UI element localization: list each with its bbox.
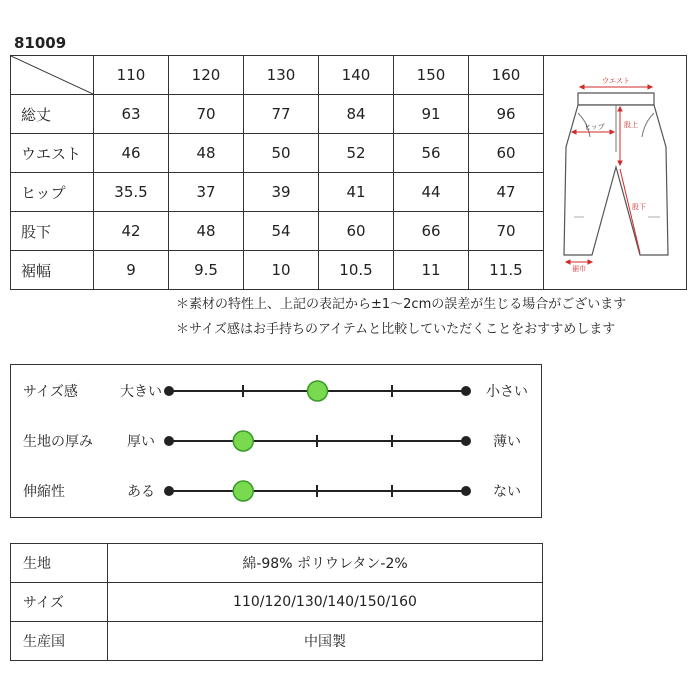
cell: 41 xyxy=(319,173,394,212)
scale-right-text: 小さい xyxy=(486,384,528,400)
corner-cell xyxy=(11,56,94,95)
row-label: ヒップ xyxy=(11,173,94,212)
cell: 54 xyxy=(244,212,319,251)
cell: 91 xyxy=(394,95,469,134)
pants-diagram xyxy=(544,57,686,285)
corner-diagonal xyxy=(11,56,93,94)
cell: 46 xyxy=(94,134,169,173)
scale-track xyxy=(11,476,541,506)
scale-marker xyxy=(308,381,328,401)
cell: 56 xyxy=(394,134,469,173)
spec-key: 生地 xyxy=(11,544,108,583)
spec-key: 生産国 xyxy=(11,622,108,661)
cell: 70 xyxy=(469,212,544,251)
spec-value: 綿-98% ポリウレタン-2% xyxy=(108,544,543,583)
product-code: 81009 xyxy=(14,34,67,52)
diagram-inseam-label: 股下 xyxy=(632,202,646,211)
cell: 44 xyxy=(394,173,469,212)
scale-label: 生地の厚み xyxy=(23,434,93,450)
diagram-rise-label: 股上 xyxy=(624,120,638,129)
cell: 60 xyxy=(469,134,544,173)
row-label: ウエスト xyxy=(11,134,94,173)
scale-left-text: 大きい xyxy=(120,384,162,400)
size-col-120: 120 xyxy=(169,56,244,95)
cell: 48 xyxy=(169,212,244,251)
diagram-hip-label: ヒップ xyxy=(584,122,605,131)
cell: 50 xyxy=(244,134,319,173)
spec-row xyxy=(11,583,543,622)
cell: 47 xyxy=(469,173,544,212)
scale-label: 伸縮性 xyxy=(23,484,65,500)
scale-marker xyxy=(233,481,253,501)
cell: 52 xyxy=(319,134,394,173)
cell: 96 xyxy=(469,95,544,134)
fit-scale-box xyxy=(10,364,542,518)
scale-end-right xyxy=(461,436,471,446)
spec-key: サイズ xyxy=(11,583,108,622)
cell: 37 xyxy=(169,173,244,212)
scale-left-text: 厚い xyxy=(127,434,155,450)
cell: 11.5 xyxy=(469,251,544,290)
row-label: 裾幅 xyxy=(11,251,94,290)
cell: 39 xyxy=(244,173,319,212)
cell: 48 xyxy=(169,134,244,173)
cell: 42 xyxy=(94,212,169,251)
scale-end-right xyxy=(461,386,471,396)
scale-right-text: 薄い xyxy=(493,434,521,450)
note-1: ＊素材の特性上、上記の表記から±1〜2cmの誤差が生じる場合がございます xyxy=(176,297,627,312)
scale-row-stretch xyxy=(11,476,541,506)
cell: 35.5 xyxy=(94,173,169,212)
scale-left-text: ある xyxy=(127,484,155,500)
cell: 63 xyxy=(94,95,169,134)
size-col-150: 150 xyxy=(394,56,469,95)
size-header-row xyxy=(11,56,687,95)
scale-row-size xyxy=(11,376,541,406)
size-col-160: 160 xyxy=(469,56,544,95)
size-col-130: 130 xyxy=(244,56,319,95)
scale-row-thickness xyxy=(11,426,541,456)
scale-end-right xyxy=(461,486,471,496)
cell: 60 xyxy=(319,212,394,251)
diagram-hem-label: 裾巾 xyxy=(572,264,586,273)
size-col-140: 140 xyxy=(319,56,394,95)
cell: 10.5 xyxy=(319,251,394,290)
diagram-waist-label: ウエスト xyxy=(602,76,630,85)
cell: 66 xyxy=(394,212,469,251)
spec-table xyxy=(10,543,543,661)
spec-value: 中国製 xyxy=(108,622,543,661)
spec-row xyxy=(11,544,543,583)
row-label: 股下 xyxy=(11,212,94,251)
notes xyxy=(176,292,626,342)
scale-track xyxy=(11,376,541,406)
spec-row xyxy=(11,622,543,661)
cell: 11 xyxy=(394,251,469,290)
cell: 9.5 xyxy=(169,251,244,290)
scale-right-text: ない xyxy=(493,484,521,500)
cell: 9 xyxy=(94,251,169,290)
cell: 10 xyxy=(244,251,319,290)
scale-marker xyxy=(233,431,253,451)
note-2: ＊サイズ感はお手持ちのアイテムと比較していただくことをおすすめします xyxy=(176,322,616,337)
pants-diagram-cell xyxy=(544,56,687,290)
row-label: 総丈 xyxy=(11,95,94,134)
scale-label: サイズ感 xyxy=(23,384,78,400)
size-col-110: 110 xyxy=(94,56,169,95)
size-table xyxy=(10,55,687,290)
cell: 84 xyxy=(319,95,394,134)
cell: 77 xyxy=(244,95,319,134)
cell: 70 xyxy=(169,95,244,134)
spec-value: 110/120/130/140/150/160 xyxy=(108,583,543,622)
